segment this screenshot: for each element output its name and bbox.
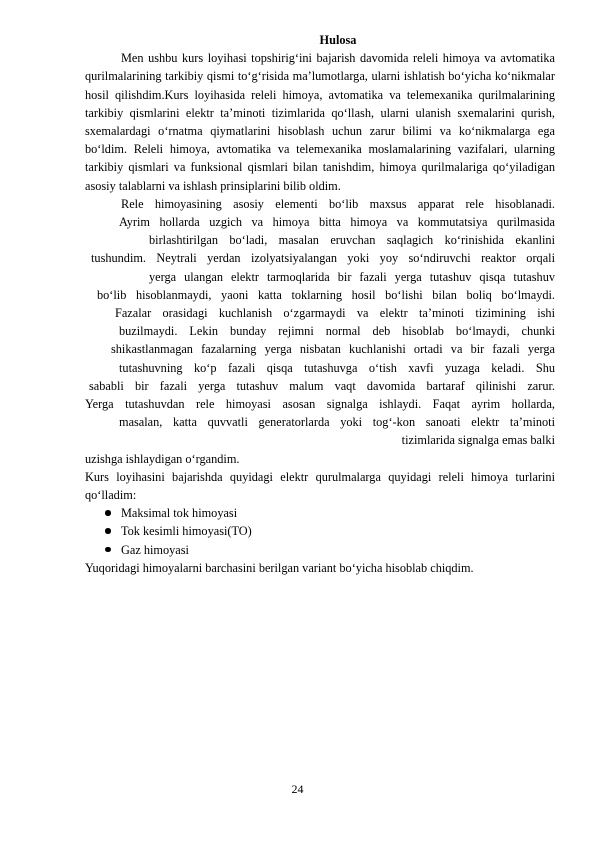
paragraph-line: shikastlanmagan fazalarning yerga nisbatan kuchlanishi ortadi va bir fazali yerga [111, 342, 555, 357]
paragraph-protection-types: Kurs loyihasini bajarishda quyidagi elektr qurulmalarga quyidagi releli himoya turlarini qo‘lladim: [85, 469, 555, 503]
protection-list [85, 504, 555, 559]
paragraph-line: tizimlarida signalga emas balki [401, 433, 555, 448]
paragraph-line: sababli bir fazali yerga tutashuv malum vaqt davomida bartaraf qilinishi zarur. [89, 378, 555, 393]
paragraph-tail: uzishga ishlaydigan o‘rgandim. [85, 451, 240, 466]
section-title: Hulosa [319, 33, 357, 47]
paragraph-line: yerga ulangan elektr tarmoqlarida bir fazali yerga tutashuv qisqa tutashuv [149, 269, 555, 284]
paragraph-line: Ayrim hollarda uzgich va himoya bitta himoya va kommutatsiya qurilmasida [119, 215, 555, 230]
paragraph-line: birlashtirilgan bo‘ladi, masalan eruvchan saqlagich ko‘rinishida ekanlini [149, 233, 555, 248]
bullet-icon [105, 510, 111, 516]
page-number: 24 [291, 782, 304, 796]
paragraph-line: buzilmaydi. Lekin bunday rejimni normal deb hisoblab bo‘lmaydi, chunki [119, 324, 555, 339]
paragraph-line: Rele himoyasining asosiy elementi bo‘lib maxsus apparat rele hisoblanadi. [121, 196, 555, 211]
paragraph-line: masalan, katta quvvatli generatorlarda yoki tog‘-kon sanoati elektr ta’minoti [119, 415, 555, 430]
paragraph-line: tutashuvning ko‘p fazali qisqa tutashuvga o‘tish xavfi yuzaga keladi. Shu [119, 360, 555, 375]
paragraph-line: Yerga tutashuvdan rele himoyasi asosan signalga ishlaydi. Faqat ayrim hollarda, [85, 397, 555, 412]
list-item [105, 522, 555, 540]
paragraph-intro: Men ushbu kurs loyihasi topshirig‘ini bajarish davomida releli himoya va avtomatika qurilmalarining tarkibiy qismi to‘g‘risida ma’lumotlarga, ularni ishlatish bo‘yicha ko‘nikmalar hosil qilishdim.Kurs loyihasida releli himoya, avtomatika va telemexanika qurilmalarining tarkibiy qismlarini elektr ta’minoti tizimlarida qo‘llash, ularni ulanish sxemalarini qurish, sxemalardagi o‘rnatma qiymatlarini hisoblash uchun zarur bilimi va ko‘nikmalarga ega bo‘ldim. Releli himoya, avtomatika va telemexanika moslamalarining vazifalari, ularning tarkibiy qismlari va funksional qismlari bilan tanishdim, himoya qurilmalariga qo‘yiladigan asosiy talablarni va ishlash prinsiplarini bilib oldim. [85, 51, 555, 193]
list-item-label: Gaz himoyasi [121, 542, 189, 557]
bullet-icon [105, 528, 111, 534]
list-item [105, 541, 555, 559]
paragraph-line: bo‘lib hisoblanmaydi, yaoni katta toklarning hosil bo‘lishi bilan boliq bo‘lmaydi. [97, 287, 555, 302]
paragraph-conclusion: Yuqoridagi himoyalarni barchasini berilgan variant bo‘yicha hisoblab chiqdim. [85, 560, 474, 575]
paragraph-line: tushundim. Neytrali yerdan izolyatsiyalangan yoki yoy so‘ndiruvchi reaktor orqali [91, 251, 555, 266]
paragraph-relay-protection [85, 195, 555, 450]
bullet-icon [105, 547, 111, 553]
list-item-label: Tok kesimli himoyasi(TO) [121, 524, 252, 539]
paragraph-line: Fazalar orasidagi kuchlanish o‘zgarmaydi va elektr ta’minoti tizimining ishi [115, 306, 555, 321]
list-item-label: Maksimal tok himoyasi [121, 506, 238, 521]
list-item [105, 504, 555, 522]
document-page [85, 31, 555, 577]
